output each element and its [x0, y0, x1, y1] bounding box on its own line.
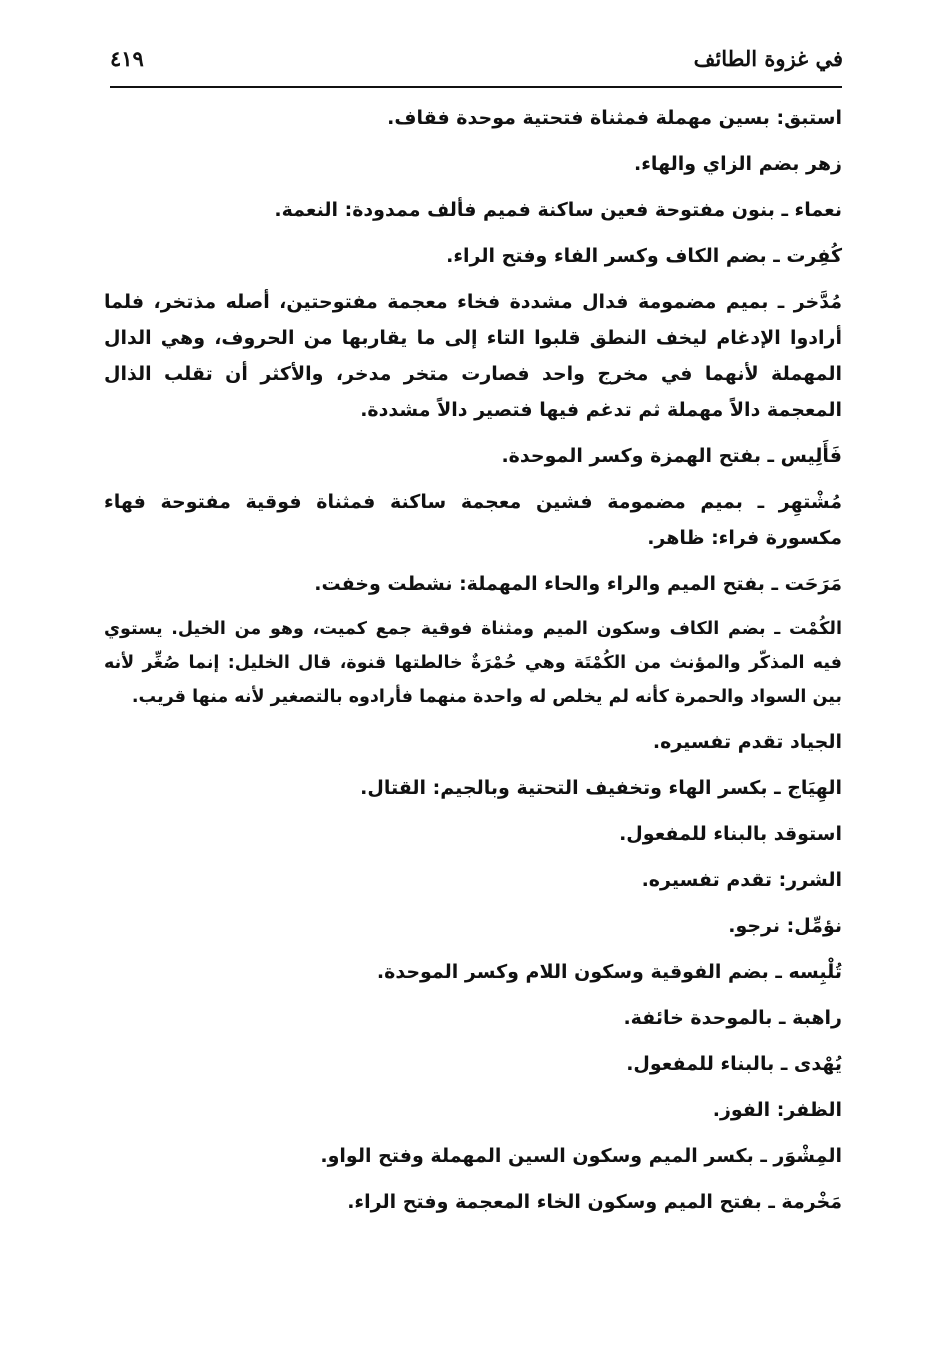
glossary-entry: مَخْرمة ـ بفتح الميم وسكون الخاء المعجمة وفتح الراء. [347, 1191, 842, 1213]
glossary-entry: مُدَّخر ـ بميم مضمومة فدال مشددة فخاء معجمة مفتوحتين، أصله مذتخر، فلما أرادوا الإدغام ليخف النطق قلبوا التاء إلى ما يقاربها من الحروف، وهي الدال المهملة لأنهما في مخرج واحد فصارت متخر مدخر، والأكثر أن تقلب الذال المعجمة دالاً مهملة ثم تدغم فيها فتصير دالاً مشددة. [104, 291, 842, 421]
glossary-entry: مُشْتهِر ـ بميم مضمومة فشين معجمة ساكنة فمثناة فوقية مفتوحة فهاء مكسورة فراء: ظاهر. [104, 491, 842, 549]
glossary-entry: نؤمِّل: نرجو. [728, 915, 842, 937]
glossary-entry: الكُمْت ـ بضم الكاف وسكون الميم ومثناة فوقية جمع كميت، وهو من الخيل. يستوي فيه المذكّر والمؤنث من الكُمْتَة وهي حُمْرَةٌ خالطتها قنوة، قال الخليل: إنما صُغِّر لأنه بين السواد والحمرة كأنه لم يخلص له واحدة منهما فأرادوه بالتصغير لأنه منها قريب. [104, 619, 842, 707]
glossary-entry: راهبة ـ بالموحدة خائفة. [623, 1007, 842, 1029]
glossary-entry: زهر بضم الزاي والهاء. [634, 153, 842, 175]
glossary-entry: المِشْوَر ـ بكسر الميم وسكون السين المهملة وفتح الواو. [320, 1145, 842, 1167]
glossary-entry: نعماء ـ بنون مفتوحة فعين ساكنة فميم فألف ممدودة: النعمة. [274, 199, 842, 221]
glossary-body [104, 100, 842, 1230]
glossary-entry: استبق: بسين مهملة فمثناة فتحتية موحدة فقاف. [387, 107, 842, 129]
glossary-entry: الظفر: الفوز. [712, 1099, 842, 1121]
glossary-entry: استوقد بالبناء للمفعول. [619, 823, 842, 845]
glossary-entry: الهِيَاج ـ بكسر الهاء وتخفيف التحتية وبالجيم: القتال. [360, 777, 842, 799]
glossary-entry: كُفِرت ـ بضم الكاف وكسر الفاء وفتح الراء. [446, 245, 842, 267]
glossary-entry: فَأَلِيس ـ بفتح الهمزة وكسر الموحدة. [501, 445, 842, 467]
page-header [110, 40, 843, 80]
glossary-entry: الجياد تقدم تفسيره. [652, 731, 842, 753]
glossary-entry: مَرَحَت ـ بفتح الميم والراء والحاء المهملة: نشطت وخفت. [314, 573, 842, 595]
running-title: في غزوة الطائف [693, 46, 843, 71]
glossary-entry: تُلْبِسه ـ بضم الفوقية وسكون اللام وكسر الموحدة. [376, 961, 842, 983]
page-number: ٤١٩ [110, 46, 144, 71]
header-divider [110, 86, 842, 88]
glossary-entry: يُهْدى ـ بالبناء للمفعول. [626, 1053, 842, 1075]
glossary-entry: الشرر: تقدم تفسيره. [641, 869, 842, 891]
